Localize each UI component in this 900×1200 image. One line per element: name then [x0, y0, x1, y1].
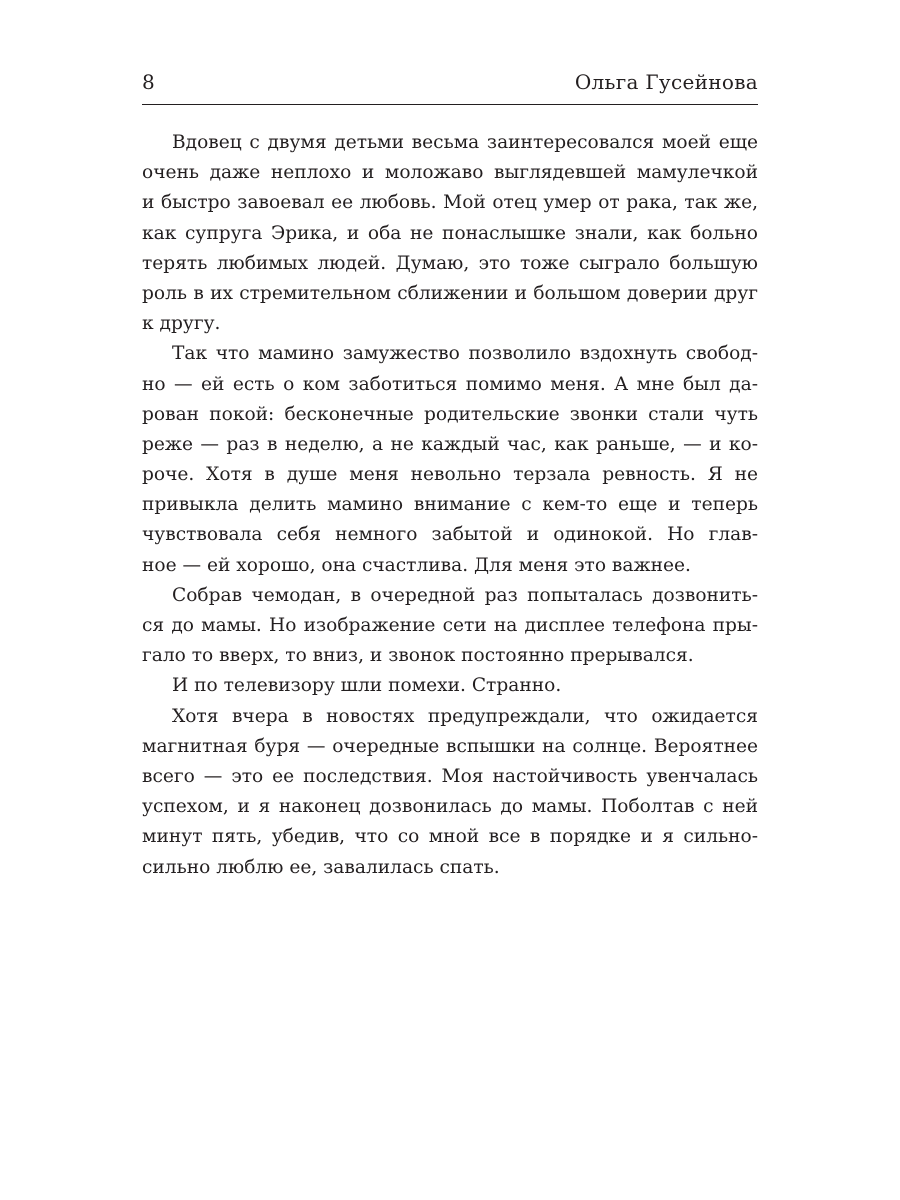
- header-rule: [142, 104, 758, 105]
- text-line: И по телевизору шли помехи. Странно.: [172, 675, 562, 697]
- text-line: магнитная буря — очередные вспышки на солнце. Вероятнее: [142, 735, 758, 757]
- text-line: ся до мамы. Но изображение сети на дисплее телефона пры-: [142, 615, 758, 636]
- text-line: Собрав чемодан, в очередной раз попыталась дозвонить-: [172, 584, 758, 606]
- paragraph: [142, 581, 758, 672]
- text-line: успехом, и я наконец дозвонилась до мамы. Поболтав с ней: [142, 796, 758, 818]
- text-line: сильно люблю ее, завалилась спать.: [142, 856, 500, 878]
- body-text: [142, 128, 758, 883]
- text-line: гало то вверх, то вниз, и звонок постоянно прерывался.: [142, 645, 694, 667]
- paragraph: [142, 671, 758, 701]
- text-line: рован покой: бесконечные родительские звонки стали чуть: [142, 403, 758, 425]
- text-line: Вдовец с двумя детьми весьма заинтересовался моей еще: [172, 132, 758, 153]
- page-number: 8: [142, 70, 155, 94]
- text-line: чувствовала себя немного забытой и одинокой. Но глав-: [142, 524, 758, 546]
- running-title: Ольга Гусейнова: [574, 70, 758, 94]
- text-line: но — ей есть о ком заботиться помимо меня. А мне был да-: [142, 373, 758, 395]
- text-line: терять любимых людей. Думаю, это тоже сыграло большую: [142, 252, 758, 274]
- text-line: всего — это ее последствия. Моя настойчивость увенчалась: [142, 765, 758, 787]
- paragraph: [142, 702, 758, 883]
- text-line: Так что мамино замужество позволило вздохнуть свобод-: [172, 343, 758, 365]
- text-line: и быстро завоевал ее любовь. Мой отец умер от рака, так же,: [142, 192, 758, 214]
- text-line: как супруга Эрика, и оба не понаслышке знали, как больно: [142, 222, 758, 244]
- text-line: минут пять, убедив, что со мной все в порядке и я сильно-: [142, 826, 758, 848]
- text-line: к другу.: [142, 313, 221, 335]
- paragraph: [142, 339, 758, 581]
- text-line: реже — раз в неделю, а не каждый час, как раньше, — и ко-: [142, 433, 758, 455]
- text-line: роль в их стремительном сближении и большом доверии друг: [142, 282, 758, 304]
- text-line: роче. Хотя в душе меня невольно терзала ревность. Я не: [142, 464, 758, 486]
- page-header: [142, 68, 758, 100]
- text-line: привыкла делить мамино внимание с кем-то еще и теперь: [142, 494, 758, 516]
- text-line: очень даже неплохо и моложаво выглядевшей мамулечкой: [142, 162, 758, 184]
- text-line: Хотя вчера в новостях предупреждали, что ожидается: [172, 705, 758, 727]
- text-line: ное — ей хорошо, она счастлива. Для меня это важнее.: [142, 554, 691, 576]
- paragraph: [142, 128, 758, 339]
